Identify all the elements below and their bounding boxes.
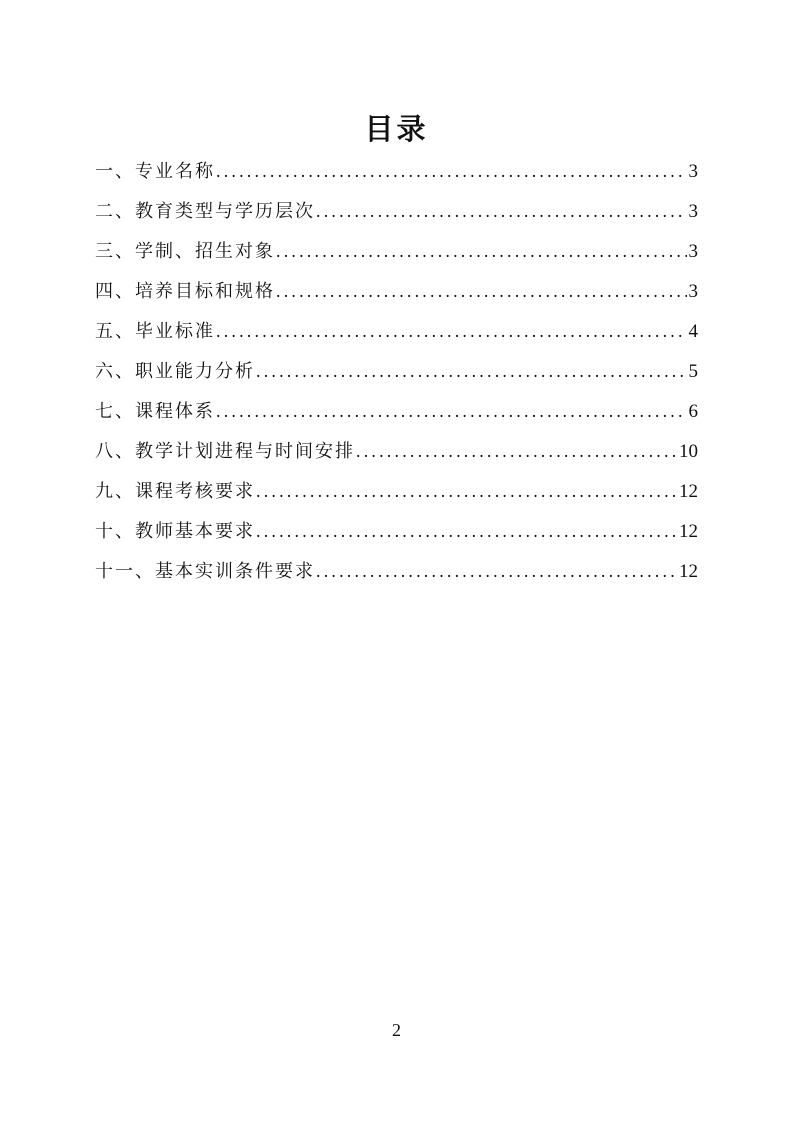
toc-entry-page: 3 — [688, 281, 698, 302]
toc-entry-3[interactable] — [95, 231, 698, 271]
toc-entry-page: 12 — [679, 481, 698, 502]
toc-entry-page: 3 — [688, 241, 698, 262]
toc-entry-page: 3 — [688, 161, 698, 182]
toc-entry-8[interactable] — [95, 431, 698, 471]
toc-entry-page: 5 — [688, 361, 698, 382]
toc-entry-label: 五、毕业标准 — [95, 321, 215, 342]
toc-dot-leader — [276, 231, 687, 271]
toc-dot-leader — [256, 511, 677, 551]
toc-entry-1[interactable] — [95, 151, 698, 191]
toc-entry-5[interactable] — [95, 311, 698, 351]
toc-entry-label: 四、培养目标和规格 — [95, 281, 275, 302]
toc-entry-9[interactable] — [95, 471, 698, 511]
toc-entry-label: 十一、基本实训条件要求 — [95, 561, 315, 582]
toc-entry-label: 二、教育类型与学历层次 — [95, 201, 315, 222]
toc-entry-page: 4 — [688, 321, 698, 342]
toc-entry-page: 3 — [688, 201, 698, 222]
toc-dot-leader — [316, 191, 687, 231]
page-title: 目录 — [364, 112, 429, 147]
toc-entry-label: 六、职业能力分析 — [95, 361, 255, 382]
toc-dot-leader — [276, 271, 687, 311]
toc-entry-label: 十、教师基本要求 — [95, 521, 255, 542]
toc-dot-leader — [216, 311, 687, 351]
toc-dot-leader — [216, 391, 687, 431]
toc-dot-leader — [256, 351, 687, 391]
toc-entry-page: 6 — [688, 401, 698, 422]
toc-entry-page: 12 — [679, 521, 698, 542]
toc-entry-7[interactable] — [95, 391, 698, 431]
toc-entry-10[interactable] — [95, 511, 698, 551]
toc-entry-label: 一、专业名称 — [95, 161, 215, 182]
toc-entry-page: 12 — [679, 561, 698, 582]
toc-dot-leader — [316, 551, 677, 591]
table-of-contents — [95, 151, 698, 591]
toc-entry-4[interactable] — [95, 271, 698, 311]
toc-dot-leader — [216, 151, 687, 191]
toc-dot-leader — [356, 431, 677, 471]
toc-entry-label: 九、课程考核要求 — [95, 481, 255, 502]
page-number: 2 — [392, 1020, 401, 1040]
toc-entry-2[interactable] — [95, 191, 698, 231]
toc-entry-label: 三、学制、招生对象 — [95, 241, 275, 262]
toc-entry-11[interactable] — [95, 551, 698, 591]
toc-entry-label: 七、课程体系 — [95, 401, 215, 422]
toc-entry-6[interactable] — [95, 351, 698, 391]
toc-entry-page: 10 — [679, 441, 698, 462]
toc-entry-label: 八、教学计划进程与时间安排 — [95, 441, 355, 462]
toc-dot-leader — [256, 471, 677, 511]
